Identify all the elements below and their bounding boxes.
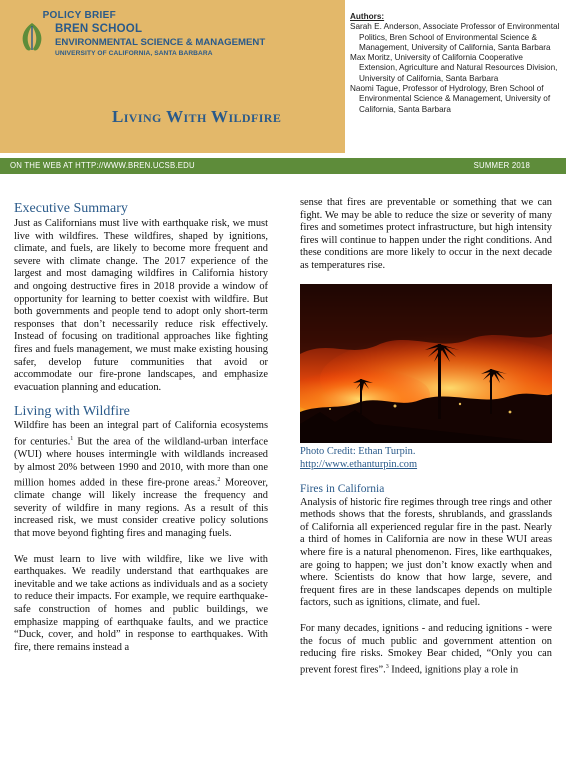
fires-in-california-heading: Fires in California	[300, 482, 385, 495]
school-subtitle: ENVIRONMENTAL SCIENCE & MANAGEMENT	[55, 37, 266, 48]
footnote-1[interactable]: 1	[70, 435, 74, 442]
footnote-3[interactable]: 3	[385, 663, 389, 670]
continued-paragraph: sense that fires are preventable or something that we can fight. We may be able to reduce the size or severity of many fires and sometimes protect infrastructure, but high intensity fires will continue to happen under the right conditions. And these conditions are more likely to occur in the next decade as temperatures rise.	[300, 197, 552, 271]
author-entry: Max Moritz, University of California Cooperative Extension, Agriculture and Natural Resources Division, University of California, Santa Barbara	[350, 53, 558, 83]
author-entry: Sarah E. Anderson, Associate Professor of Environmental Politics, Bren School of Environmental Science & Management, University of California, Santa Barbara	[350, 22, 560, 52]
authors-block	[350, 12, 562, 115]
executive-summary-text: Just as Californians must live with earthquake risk, we must live with wildfires. These wildfires, shaped by ignitions, climate, and fuels, are likely to become more frequent and severe with climate change. The 2017 experience of the largest and most damaging wildfires in California history and ongoing destructive fires in 2018 provide a window of opportunity for learning to better coexist with wildfire. But both governments and people tend to adopt only short-term responses that don’t necessarily reduce risk effectively. Instead of focusing on traditional approaches like fighting fires and fuels management, we must make existing housing safer, develop future communities that avoid or accommodate our fire-prone landscapes, and emphasize evacuation planning and education.	[14, 218, 268, 393]
executive-summary-heading: Executive Summary	[14, 201, 128, 216]
right-column	[300, 197, 552, 677]
living-paragraph-1: Wildfire has been an integral part of California ecosystems for centuries.$^1$ But the area of the wildland-urban interface (WUI) where houses intermingle with wildlands increased by almost 20% between 1990 and 2010, with more than one million homes added in these fire-prone areas.$^2$ Moreover, climate change will likely increase the frequency and severity of wildfire in many regions. As a result of this increased risk, we must consider creative policy solutions that move beyond fighting fires and managing fuels.	[14, 420, 268, 539]
photo-credit	[300, 445, 552, 471]
left-column	[14, 201, 268, 654]
living-with-wildfire-heading: Living with Wildfire	[14, 404, 130, 420]
fires-paragraph-1: Analysis of historic fire regimes through tree rings and other methods shows that the forests, shrublands, and grasslands of California all experienced regular fire in the past. Nearly a third of homes in California are now in these WUI areas where fire is a natural phenomenon. Fires, like earthquakes, are going to happen; we just don’t know exactly when and where. Scientists do know that how large, severe, and frequent fires are in these landscapes depends on multiple factors, such as ignitions, climate, and fuel.	[300, 496, 552, 609]
author-entry: Naomi Tague, Professor of Hydrology, Bren School of Environmental Science & Management, University of California, Santa Barbara	[350, 84, 551, 114]
document-title: Living With Wildfire	[112, 107, 282, 126]
living-paragraph-2: We must learn to live with wildfire, like we live with earthquakes. We readily understand that earthquakes are inevitable and we take actions as individuals and as a society to reduce their impacts. For example, we require earthquake-safe construction of homes and public buildings, we emphasize mapping of earthquake faults, and we practice “Duck, cover, and hold” in response to earthquakes. With fire, there remains instead a	[14, 553, 268, 653]
bren-leaf-logo	[18, 22, 46, 52]
policy-brief-label: POLICY BRIEF	[42, 10, 116, 21]
issue-date: SUMMER 2018	[473, 161, 530, 170]
fires-paragraph-2: For many decades, ignitions - and reducing ignitions - were the focus of much public and government attention on reducing fire risks. Smokey Bear chided, “Only you can prevent forest fires”.$^3$ Indeed, ignitions play a role in	[300, 622, 552, 676]
authors-heading: Authors:	[350, 12, 385, 21]
wildfire-photo	[300, 284, 552, 443]
university-name: UNIVERSITY OF CALIFORNIA, SANTA BARBARA	[55, 50, 213, 57]
footnote-2[interactable]: 2	[217, 477, 221, 484]
photo-credit-text: Photo Credit: Ethan Turpin.	[300, 445, 416, 457]
web-banner	[0, 158, 566, 174]
photo-credit-link[interactable]: http://www.ethanturpin.com	[300, 458, 418, 470]
website-text: ON THE WEB AT HTTP://WWW.BREN.UCSB.EDU	[10, 161, 195, 170]
masthead	[0, 0, 345, 153]
school-name: BREN SCHOOL	[55, 23, 143, 35]
